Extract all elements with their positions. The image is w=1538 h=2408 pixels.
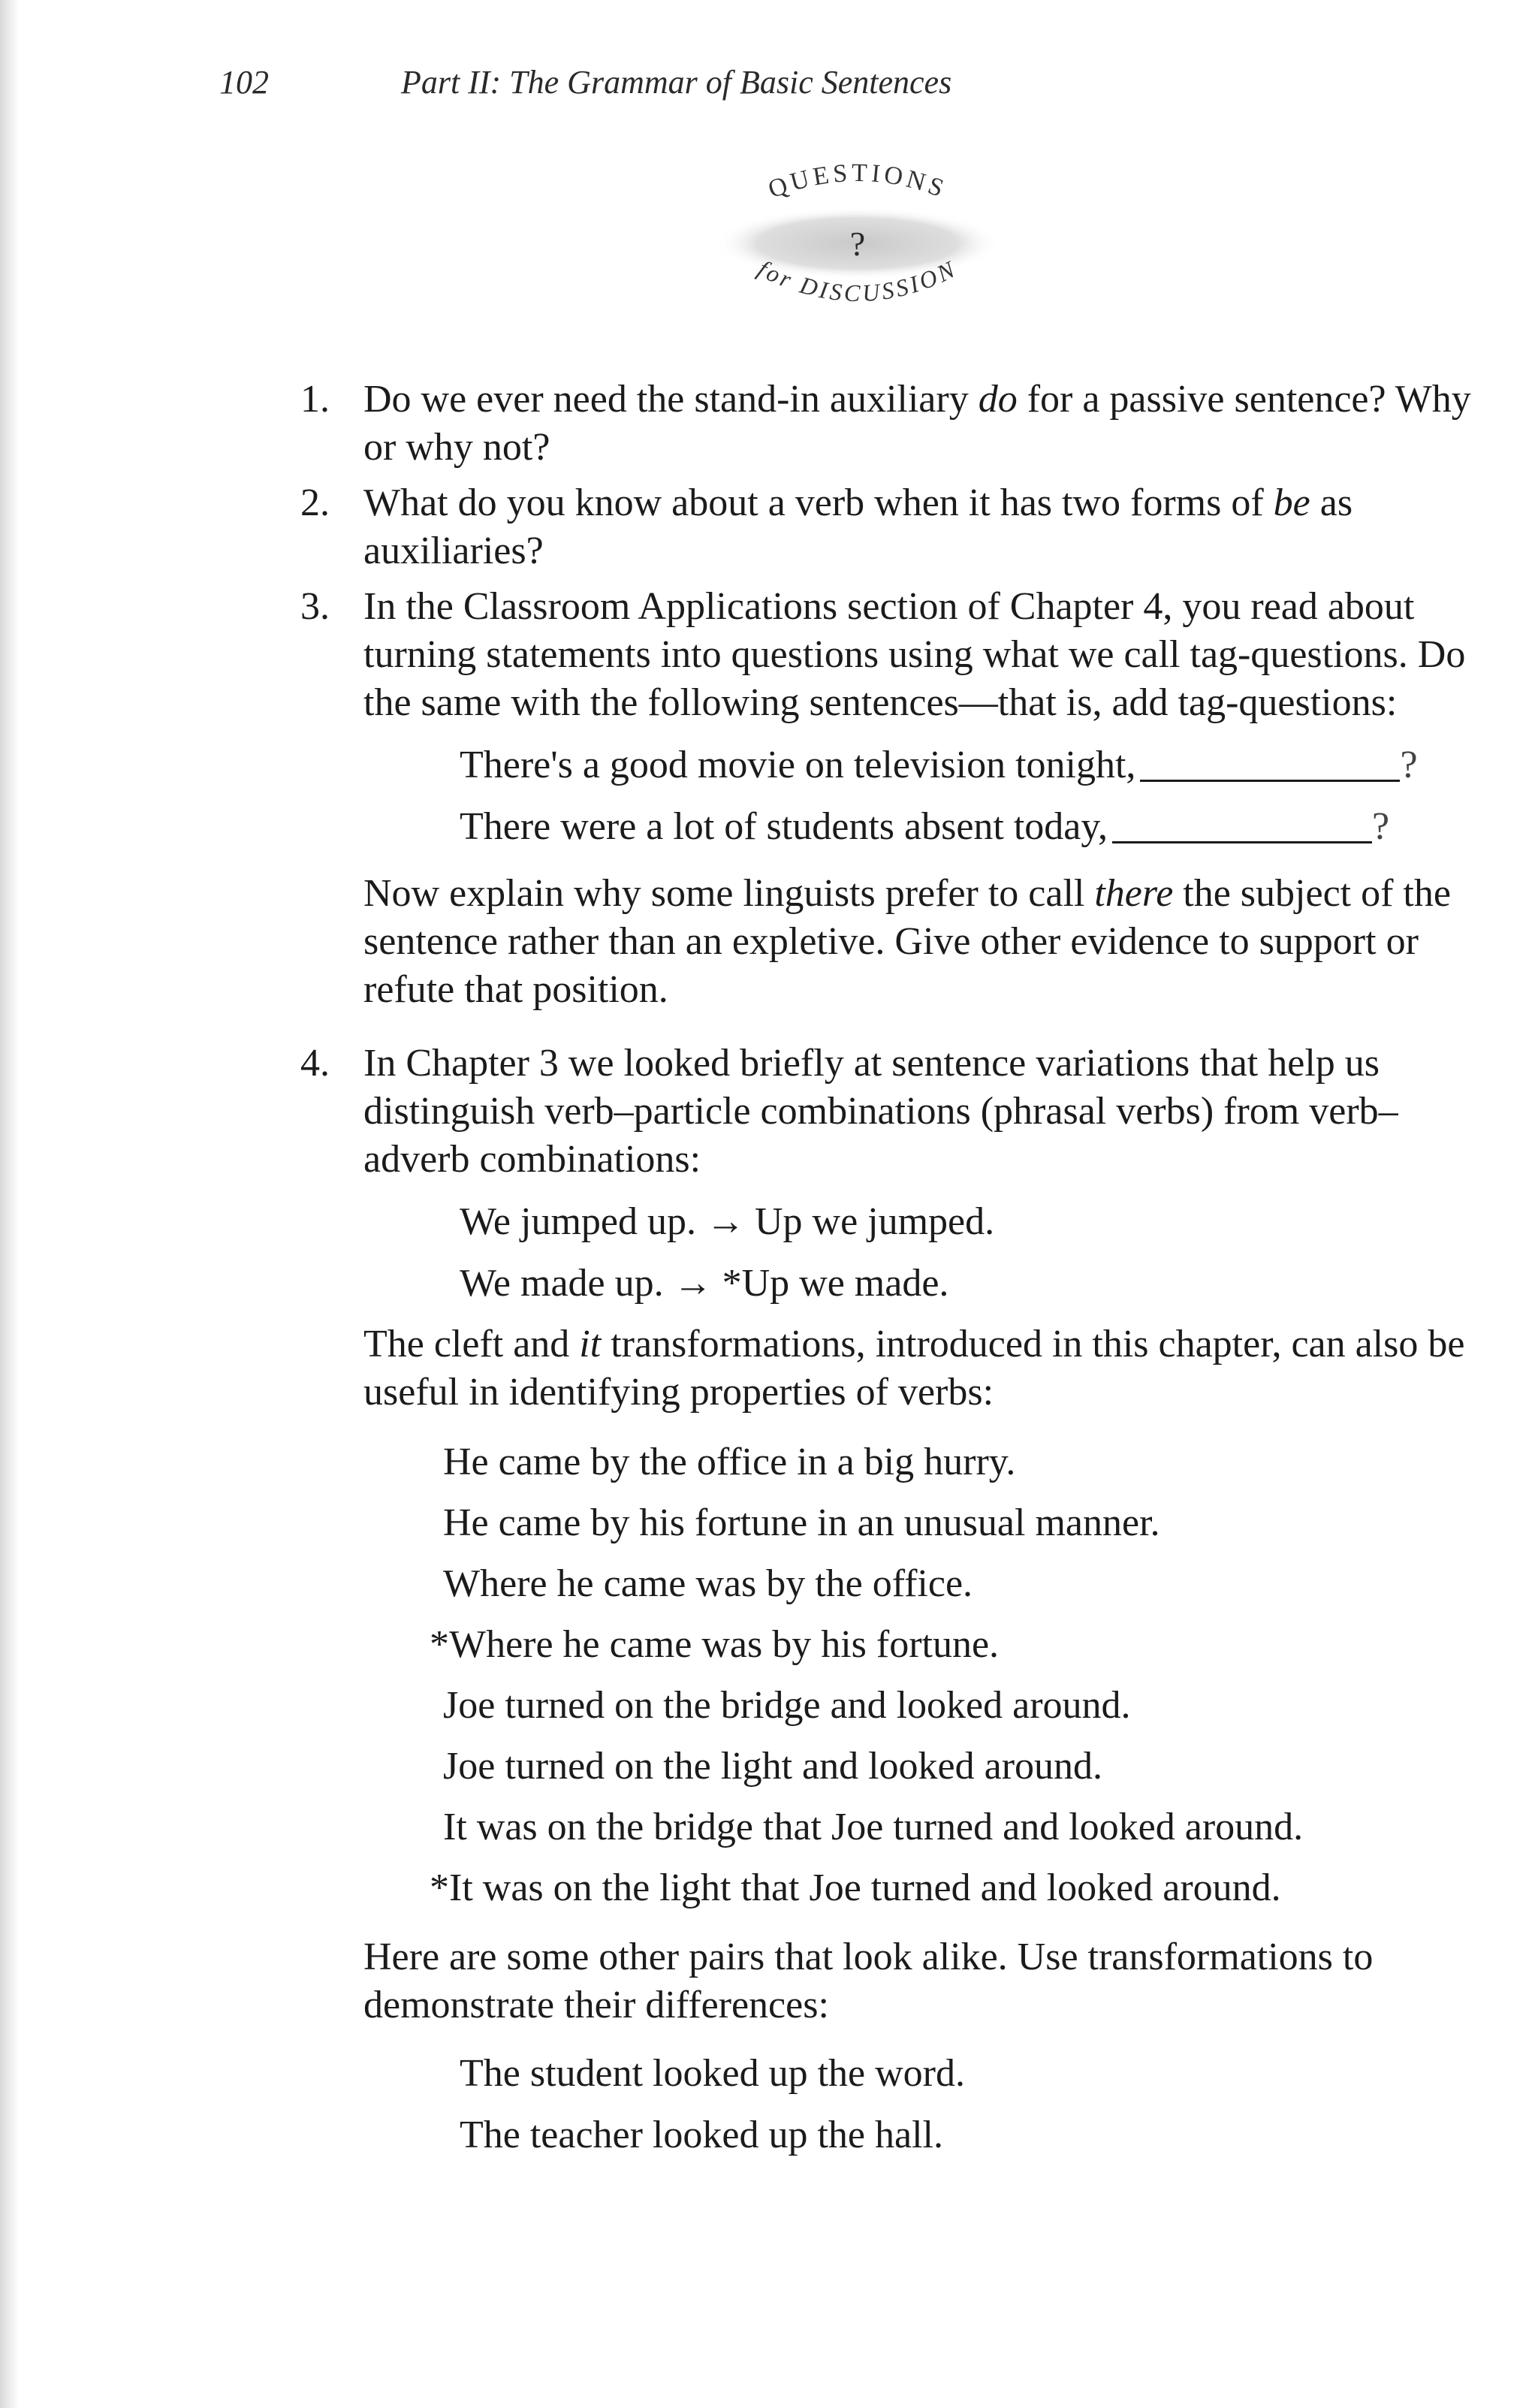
pair-examples [0,2043,1538,2166]
example-sentence: He came by his fortune in an unusual manner. [443,1501,1160,1544]
emblem-question-mark: ? [849,225,866,263]
cleft-examples [0,1432,1538,1918]
tag-question-examples [0,735,1538,858]
example-sentence [460,796,1538,858]
italic-term: there [1094,872,1174,915]
example-sentence: The teacher looked up the hall. [460,2114,943,2156]
example-sentence: The student looked up the word. [460,2052,965,2095]
question-mark: ? [1400,744,1418,786]
example-sentence: He came by the office in a big hurry. [443,1441,1016,1483]
example-text: There's a good movie on television tonight, [460,744,1136,786]
question-number: 4. [300,1042,330,1085]
question-list [0,376,1538,2166]
question-number: 1. [300,378,330,421]
question-1 [0,376,1538,472]
example-sentence: It was on the bridge that Joe turned and looked around. [443,1806,1304,1848]
question-number: 3. [300,585,330,628]
question-4 [0,1040,1538,1184]
text-part: Do we ever need the stand-in auxiliary [363,378,979,421]
example-sentence: Joe turned on the light and looked around. [443,1745,1103,1788]
answer-blank [1112,805,1372,843]
example-sentence: We jumped up. → Up we jumped. [460,1200,995,1243]
example-sentence: *It was on the light that Joe turned and looked around. [430,1866,1281,1909]
question-text: In the Classroom Applications section of Chapter 4, you read about turning statements into questions using what we call tag-questions. Do the same with the following sentences—that is, add tag-questions: [363,585,1466,724]
emblem-top-text: QUESTIONS [764,158,951,204]
questions-for-discussion-emblem [700,147,1015,365]
pairs-paragraph [0,1933,1538,2029]
follow-up-text [363,870,1478,1014]
italic-term: do [978,378,1018,421]
text-part: transformations, introduced in this chapter, can also be useful in identifying properties of verbs: [363,1323,1465,1414]
text-part: What do you know about a verb when it has two forms of [363,481,1274,524]
question-text: In Chapter 3 we looked briefly at sentence variations that help us distinguish verb–particle combinations (phrasal verbs) from verb–adverb combinations: [363,1042,1398,1181]
example-sentence: Joe turned on the bridge and looked around. [443,1684,1131,1727]
page-number: 102 [219,64,269,101]
example-sentence [460,735,1538,796]
cleft-paragraph [0,1320,1538,1417]
example-sentence: We made up. → *Up we made. [460,1262,949,1305]
particle-examples [0,1191,1538,1314]
question-2 [0,479,1538,575]
question-3 [0,583,1538,727]
question-mark: ? [1372,805,1390,848]
text-part: Now explain why some linguists prefer to call [363,872,1095,915]
italic-term: be [1273,481,1310,524]
text-part: The cleft and [363,1323,580,1365]
question-text [363,479,1478,575]
question-number: 2. [300,481,330,524]
text-part: for a passive sentence? Why or why not? [363,378,1471,469]
example-sentence: Where he came was by the office. [443,1562,973,1605]
text-part: the subject of the sentence rather than an expletive. Give other evidence to support or refute that position. [363,872,1451,1011]
example-sentence: *Where he came was by his fortune. [430,1623,1000,1666]
cleft-text [363,1320,1478,1417]
pairs-text: Here are some other pairs that look alike. Use transformations to demonstrate their differences: [363,1936,1374,2026]
answer-blank [1140,744,1400,782]
emblem-bottom-text: for DISCUSSION [753,254,962,307]
running-title: Part II: The Grammar of Basic Sentences [401,64,952,101]
question-text [363,376,1478,472]
text-part: as auxiliaries? [363,481,1353,572]
running-head [219,62,951,104]
italic-term: it [579,1323,602,1365]
example-text: There were a lot of students absent today, [460,805,1108,848]
question-3-follow-up [0,870,1538,1014]
